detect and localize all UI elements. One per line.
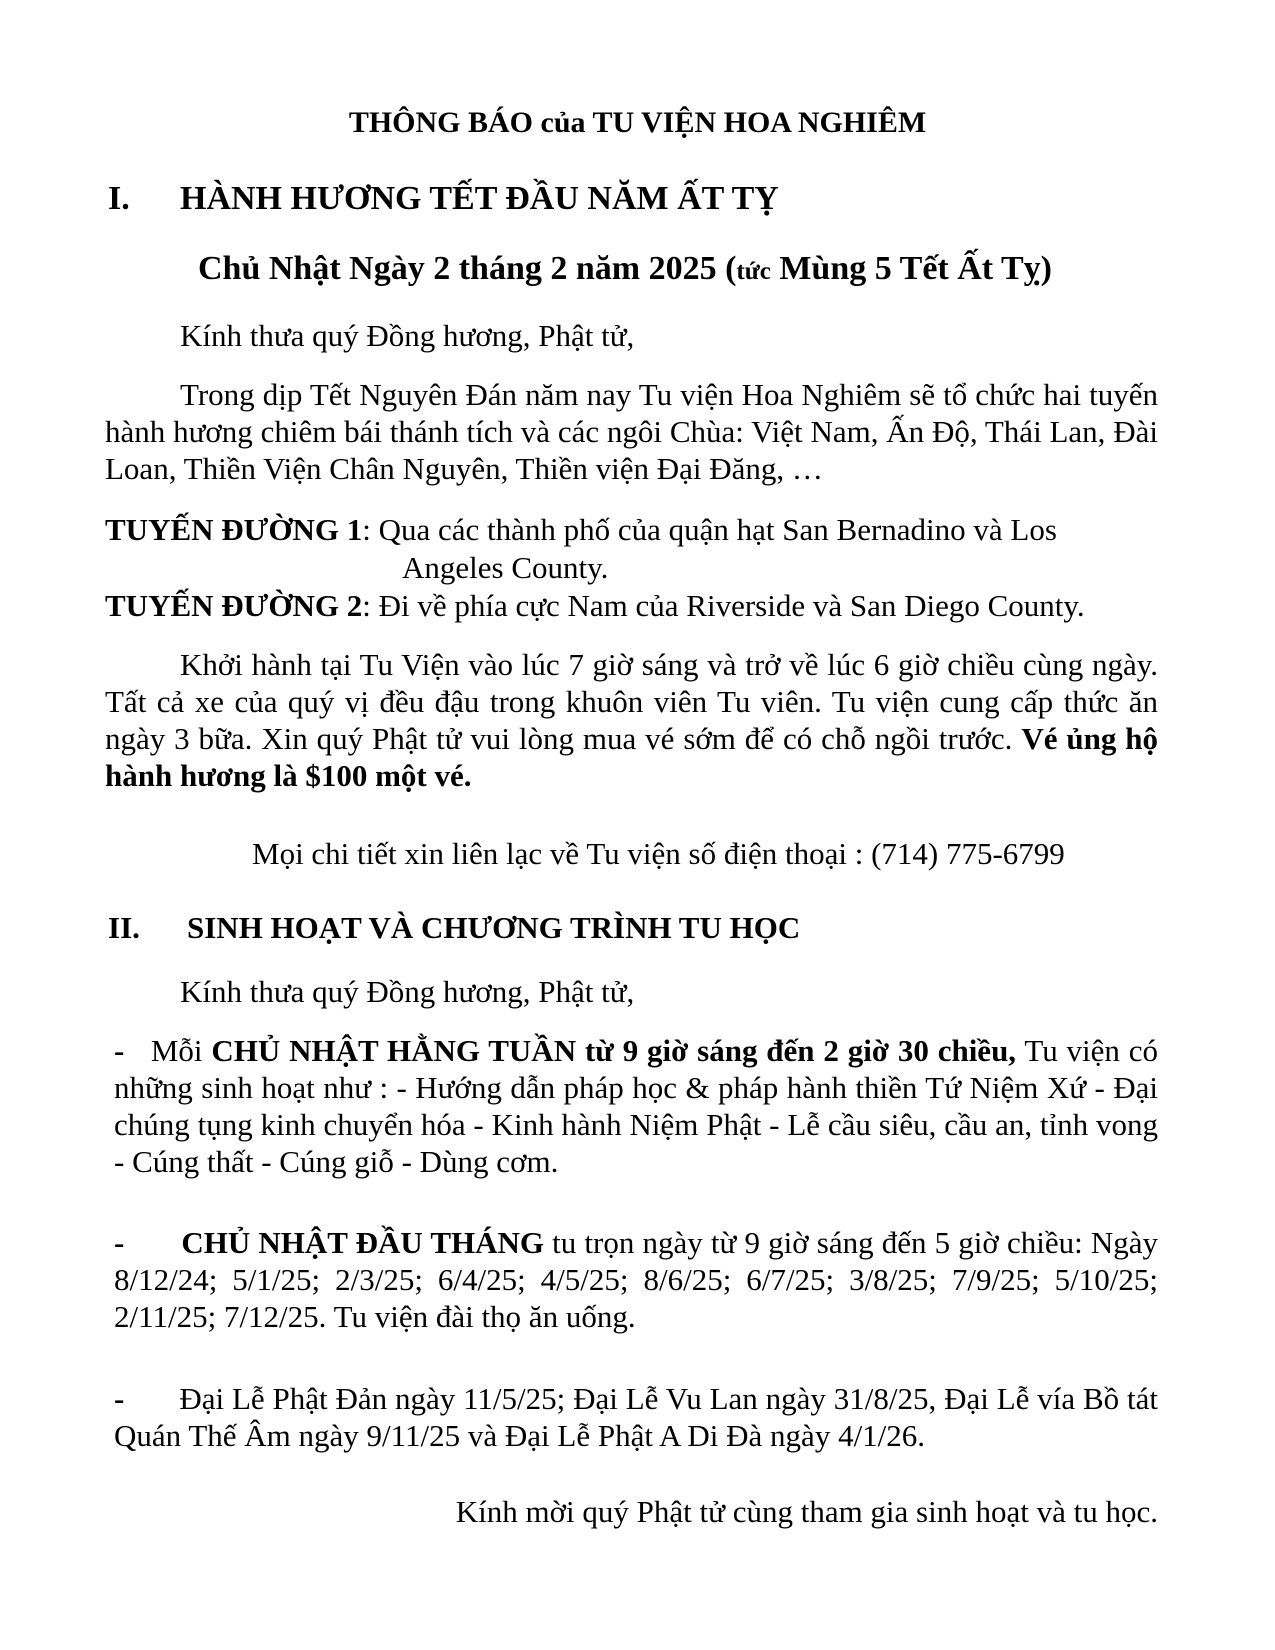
section-1-heading: HÀNH HƯƠNG TẾT ĐẦU NĂM ẤT TỴ <box>180 180 779 217</box>
route-1-continued: Angeles County. <box>402 550 609 585</box>
page-title: THÔNG BÁO của TU VIỆN HOA NGHIÊM <box>348 106 927 139</box>
route-1: TUYẾN ĐƯỜNG 1: Qua các thành phố của quận hạt San Bernadino và Los <box>105 512 1057 547</box>
closing-line: Kính mời quý Phật tử cùng tham gia sinh hoạt và tu học. <box>455 1494 1158 1529</box>
schedule-item-weekly: - Mỗi CHỦ NHẬT HẰNG TUẦN từ 9 giờ sáng đến 2 giờ 30 chiều, Tu viện có những sinh hoạt như : - Hướng dẫn pháp học & pháp hành thiền Tứ Niệm Xứ - Đại chúng tụng kinh chuyển hóa - Kinh hành Niệm Phật - Lễ cầu siêu, cầu an, tỉnh vong - Cúng thất - Cúng giỗ - Dùng cơm. <box>114 1033 1159 1179</box>
schedule-item-monthly: - CHỦ NHẬT ĐẦU THÁNG tu trọn ngày từ 9 giờ sáng đến 5 giờ chiều: Ngày 8/12/24; 5/1/25; 2/3/25; 6/4/25; 4/5/25; 8/6/25; 6/7/25; 3/8/25; 7/9/25; 5/10/25; 2/11/25; 7/12/25. Tu viện đài thọ ăn uống. <box>114 1225 1158 1334</box>
section-2-number: II. <box>108 910 140 945</box>
greeting-2: Kính thưa quý Đồng hương, Phật tử, <box>180 974 635 1009</box>
route-2: TUYẾN ĐƯỜNG 2: Đi về phía cực Nam của Riverside và San Diego County. <box>105 588 1085 623</box>
intro-paragraph: Trong dịp Tết Nguyên Đán năm nay Tu viện Hoa Nghiêm sẽ tổ chức hai tuyến hành hương chiêm bái thánh tích và các ngôi Chùa: Việt Nam, Ấn Độ, Thái Lan, Đài Loan, Thiền Viện Chân Nguyên, Thiền viện Đại Đăng, … <box>105 377 1158 486</box>
ticket-price: Vé ủng hộ hành hương là $100 một vé. <box>105 721 1158 793</box>
event-date-line: Chủ Nhật Ngày 2 tháng 2 năm 2025 (tức Mùng 5 Tết Ất Tỵ) <box>198 250 1052 287</box>
section-2-heading: SINH HOẠT VÀ CHƯƠNG TRÌNH TU HỌC <box>187 910 801 945</box>
departure-paragraph: Khởi hành tại Tu Viện vào lúc 7 giờ sáng và trở về lúc 6 giờ chiều cùng ngày. Tất cả xe của quý vị đều đậu trong khuôn viên Tu viên. Tu viện cung cấp thức ăn ngày 3 bữa. Xin quý Phật tử vui lòng mua vé sớm để có chỗ ngồi trước. Vé ủng hộ hành hương là $100 một vé. <box>105 647 1158 793</box>
schedule-item-ceremonies: - Đại Lễ Phật Đản ngày 11/5/25; Đại Lễ Vu Lan ngày 31/8/25, Đại Lễ vía Bồ tát Quán Thế Âm ngày 9/11/25 và Đại Lễ Phật A Di Đà ngày 4/1/26. <box>114 1381 1159 1453</box>
contact-line: Mọi chi tiết xin liên lạc về Tu viện số điện thoại : (714) 775-6799 <box>252 836 1065 871</box>
section-1-number: I. <box>108 180 130 217</box>
greeting: Kính thưa quý Đồng hương, Phật tử, <box>180 318 635 353</box>
